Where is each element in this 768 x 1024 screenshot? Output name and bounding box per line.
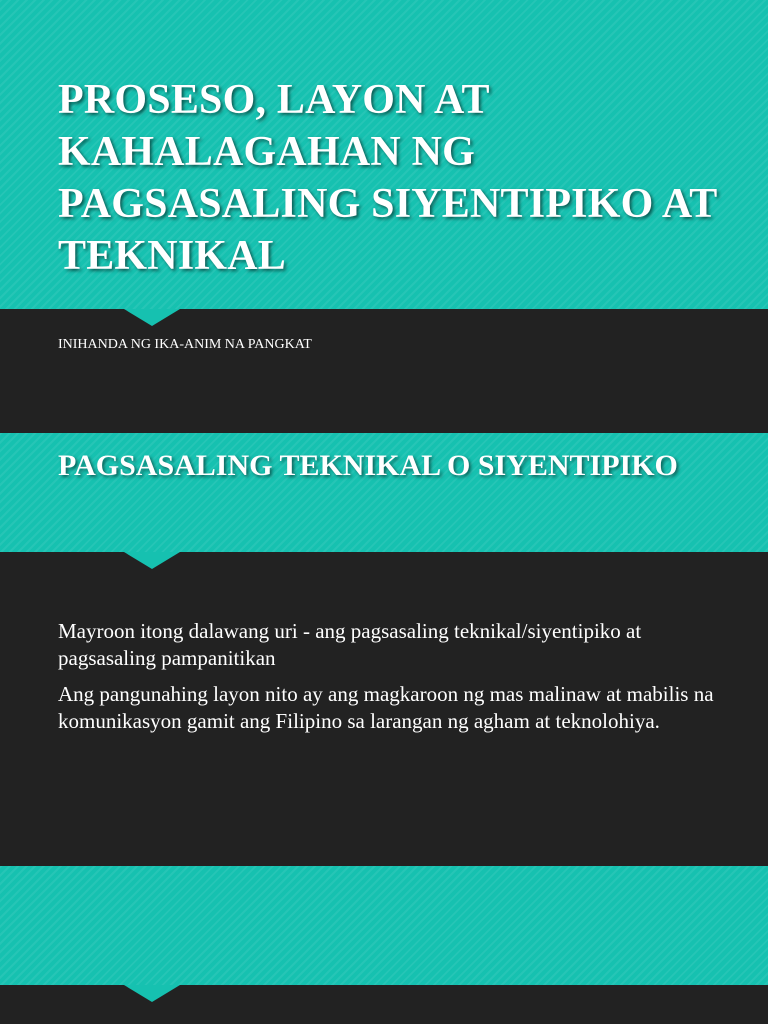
slide1-subtitle: INIHANDA NG IKA-ANIM NA PANGKAT [58, 337, 312, 352]
slide1-subtitle-band [0, 309, 768, 433]
slide3-content-band [0, 985, 768, 1024]
slide2-heading: PAGSASALING TEKNIKAL O SIYENTIPIKO [58, 449, 678, 482]
slide2-body [58, 618, 718, 744]
slide3-title-band [0, 866, 768, 985]
slide1-title: PROSESO, LAYON AT KAHALAGAHAN NG PAGSASALING SIYENTIPIKO AT TEKNIKAL [58, 77, 717, 279]
slide2-paragraph: Ang pangunahing layon nito ay ang magkaroon ng mas malinaw at mabilis na komunikasyon gamit ang Filipino sa larangan ng agham at teknolohiya. [58, 682, 714, 733]
slide2-paragraph: Mayroon itong dalawang uri - ang pagsasaling teknikal/siyentipiko at pagsasaling pampanitikan [58, 619, 642, 670]
